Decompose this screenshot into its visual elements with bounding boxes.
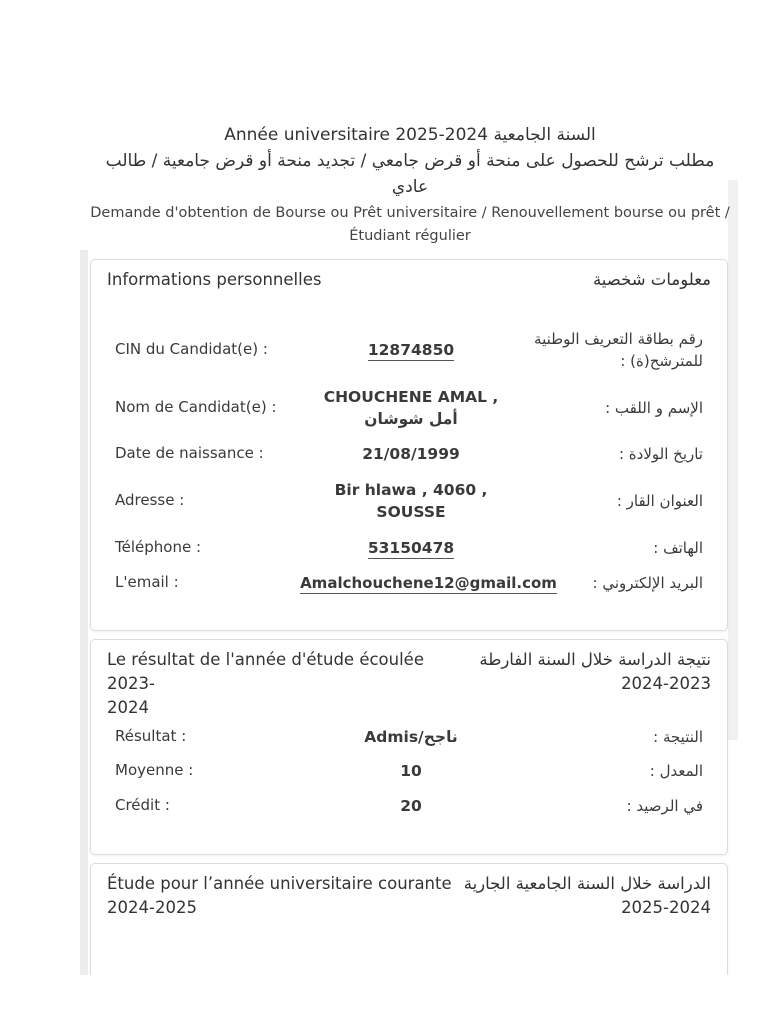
- address-value: [296, 479, 526, 523]
- credit-value: 20: [400, 797, 422, 815]
- study-title-ar-line1: الدراسة خلال السنة الجامعية الجارية: [463, 874, 711, 893]
- dob-label-fr: Date de naissance :: [115, 444, 264, 462]
- name-value-ar: أمل شوشان: [364, 410, 458, 428]
- dob-label-ar: تاريخ الولادة :: [618, 445, 703, 463]
- study-title-fr-line2: 2024-2025: [107, 898, 197, 917]
- request-title-ar: مطلب ترشح للحصول على منحة أو قرض جامعي / تجديد منحة أو قرض جامعية / طالب عادي: [105, 151, 715, 197]
- result-title-fr-line2: 2024: [107, 698, 149, 717]
- moyenne-label-fr: Moyenne :: [115, 761, 194, 779]
- personal-info-title-ar: معلومات شخصية: [592, 270, 711, 289]
- resultat-label-fr: Résultat :: [115, 727, 187, 745]
- cin-label-fr: CIN du Candidat(e) :: [115, 340, 268, 358]
- request-title-fr: Demande d'obtention de Bourse ou Prêt universitaire / Renouvellement bourse ou prêt / Étudiant régulier: [90, 205, 730, 244]
- cin-value: 12874850: [367, 341, 455, 359]
- personal-info-card: [90, 259, 728, 631]
- study-title-fr-line1: Étude pour l’année universitaire courante: [107, 874, 452, 893]
- address-label-ar: العنوان القار :: [616, 492, 703, 510]
- page-header: [90, 122, 730, 248]
- name-value-fr: CHOUCHENE AMAL ,: [323, 388, 499, 406]
- credit-label-fr: Crédit :: [115, 796, 170, 814]
- credit-label-ar: في الرصيد :: [626, 797, 703, 815]
- email-label-ar: البريد الإلكتروني :: [592, 574, 703, 592]
- name-label-ar: الإسم و اللقب :: [605, 399, 703, 417]
- email-value[interactable]: Amalchouchene12@gmail.com: [300, 574, 557, 592]
- page-bottom-margin: [0, 975, 768, 1024]
- personal-info-title-fr: Informations personnelles: [107, 270, 322, 289]
- moyenne-label-ar: المعدل :: [649, 762, 703, 780]
- page-edge-shade-right: [728, 180, 738, 740]
- resultat-value: Admis/ناجح: [364, 728, 458, 746]
- address-value-line1: Bir hlawa , 4060 ,: [334, 481, 488, 499]
- email-label-fr: L'email :: [115, 573, 179, 591]
- page-edge-shade: [80, 250, 88, 975]
- dob-value: 21/08/1999: [362, 445, 460, 463]
- phone-value: 53150478: [367, 539, 455, 557]
- name-label-fr: Nom de Candidat(e) :: [115, 398, 277, 416]
- address-label-fr: Adresse :: [115, 491, 185, 509]
- result-title-fr-line1: Le résultat de l'année d'étude écoulée 2023-: [107, 650, 424, 693]
- result-title-ar-line1: نتيجة الدراسة خلال السنة الفارطة: [479, 650, 711, 669]
- previous-year-result-card: [90, 639, 728, 855]
- result-title-ar-line2: 2024-2023: [621, 674, 711, 693]
- result-title-ar: [471, 648, 711, 696]
- study-title-fr: [107, 872, 457, 920]
- study-title-ar: [451, 872, 711, 920]
- result-title-fr: [107, 648, 457, 720]
- cin-label-ar: رقم بطاقة التعريف الوطنية للمترشح(ة) :: [534, 330, 703, 370]
- moyenne-value: 10: [400, 762, 422, 780]
- resultat-label-ar: النتيجة :: [653, 728, 703, 746]
- study-title-ar-line2: 2025-2024: [621, 898, 711, 917]
- name-value: [296, 386, 526, 430]
- phone-label-fr: Téléphone :: [115, 538, 202, 556]
- academic-year-title: Année universitaire 2025-2024 السنة الجامعية: [224, 125, 596, 145]
- phone-label-ar: الهاتف :: [653, 539, 703, 557]
- address-value-line2: SOUSSE: [376, 503, 446, 521]
